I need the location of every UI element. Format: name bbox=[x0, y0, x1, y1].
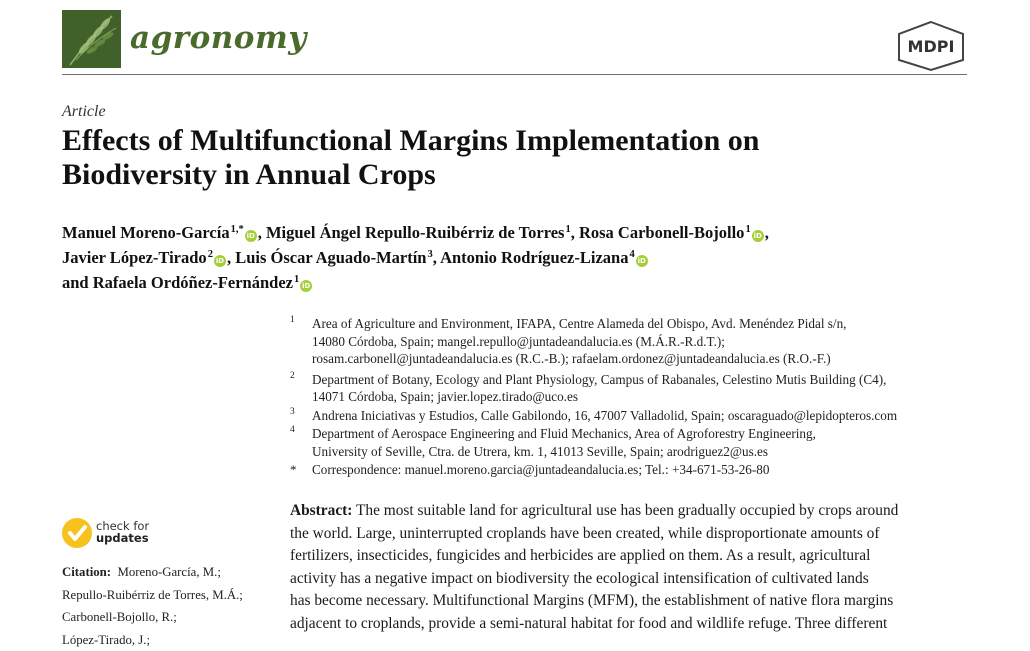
affiliation-marker: 4 bbox=[290, 425, 295, 435]
publisher-name: MDPI bbox=[907, 37, 955, 56]
citation-text: Moreno-García, M.; bbox=[117, 565, 221, 579]
affiliation-line: Department of Aerospace Engineering and Fluid Mechanics, Area of Agroforestry Engineering, bbox=[312, 426, 816, 441]
author-sup: 1 bbox=[293, 274, 300, 285]
author-sup: 2 bbox=[207, 249, 213, 260]
abstract-line: has become necessary. Multifunctional Margins (MFM), the establishment of native flora margins bbox=[290, 592, 894, 610]
citation-block bbox=[62, 561, 262, 651]
affiliation-3 bbox=[290, 407, 980, 425]
check-updates-text bbox=[96, 520, 149, 544]
affiliation-marker: 1 bbox=[290, 315, 295, 325]
author-sup: 3 bbox=[427, 249, 433, 260]
abstract-line: activity has a negative impact on biodiversity the ecological intensification of cultivated lands bbox=[290, 569, 869, 587]
check-updates-line1: check for bbox=[96, 519, 150, 533]
affiliations bbox=[290, 315, 980, 479]
abstract bbox=[290, 500, 967, 636]
publisher-logo bbox=[895, 20, 967, 72]
abstract-line bbox=[290, 500, 967, 523]
author-name[interactable]: Miguel Ángel Repullo-Ruibérriz de Torres bbox=[265, 223, 565, 242]
abstract-line: fertilizers, insecticides, fungicides and herbicides are applied on them. As a result, agricultural bbox=[290, 547, 871, 565]
affiliation-line: Department of Botany, Ecology and Plant Physiology, Campus of Rabanales, Celestino Mutis Building (C4), bbox=[312, 371, 887, 387]
citation-line bbox=[62, 561, 262, 584]
author-name[interactable]: Rosa Carbonell-Bojollo bbox=[578, 223, 745, 242]
author-name[interactable]: Luis Óscar Aguado-Martín bbox=[235, 248, 427, 267]
article-type: Article bbox=[62, 103, 106, 120]
correspondence bbox=[290, 461, 980, 479]
orcid-icon[interactable]: iD bbox=[246, 232, 255, 240]
affiliation-1 bbox=[290, 315, 980, 368]
orcid-icon[interactable]: iD bbox=[302, 282, 311, 290]
affiliation-line: University of Seville, Ctra. de Utrera, km. 1, 41013 Seville, Spain; arodriguez2@us.es bbox=[312, 443, 769, 459]
author-sup: 1 bbox=[745, 224, 751, 235]
affiliation-line: Andrena Iniciativas y Estudios, Calle Gabilondo, 16, 47007 Valladolid, Spain; oscaraguado@lepidopteros.com bbox=[312, 407, 898, 423]
citation-line: López-Tirado, J.; bbox=[62, 632, 151, 647]
author-name[interactable]: Manuel Moreno-García bbox=[62, 223, 230, 242]
check-updates-line2: updates bbox=[96, 531, 149, 545]
affiliation-4 bbox=[290, 425, 980, 460]
affiliation-line: 14080 Córdoba, Spain; mangel.repullo@juntadeandalucia.es (M.Á.R.-R.d.T.); bbox=[312, 333, 725, 349]
orcid-icon[interactable]: iD bbox=[637, 257, 646, 265]
citation-line: Carbonell-Bojollo, R.; bbox=[62, 610, 177, 625]
journal-logo bbox=[62, 10, 121, 68]
author-line bbox=[62, 269, 962, 294]
affiliation-line: Correspondence: manuel.moreno.garcia@juntadeandalucia.es; Tel.: +34-671-53-26-80 bbox=[312, 462, 770, 477]
check-for-updates-badge[interactable] bbox=[62, 516, 182, 550]
affiliation-marker: 3 bbox=[290, 406, 295, 417]
affiliation-marker: 2 bbox=[290, 370, 295, 381]
citation-label: Citation: bbox=[62, 565, 112, 579]
author-sup: 4 bbox=[629, 249, 635, 260]
wheat-icon bbox=[62, 10, 121, 68]
author-connector: and bbox=[62, 273, 89, 292]
header-rule bbox=[62, 74, 967, 75]
checkmark-icon bbox=[62, 518, 92, 548]
affiliation-marker: * bbox=[290, 462, 297, 477]
author-sup: 1,* bbox=[230, 224, 244, 235]
abstract-line: the world. Large, uninterrupted croplands have been created, while disproportionate amounts of bbox=[290, 524, 880, 542]
article-title bbox=[62, 124, 962, 192]
journal-header bbox=[62, 10, 967, 75]
author-line: Javier López-Tirado$^2$iD , Luis Óscar Aguado-Martín$^3$, Antonio Rodríguez-Lizana$^4$iD bbox=[62, 248, 646, 267]
abstract-label: Abstract: bbox=[290, 502, 353, 519]
author-name[interactable]: Rafaela Ordóñez-Fernández bbox=[92, 273, 293, 292]
abstract-line: adjacent to croplands, provide a semi-natural habitat for food and wildlife refuge. Three different bbox=[290, 614, 888, 632]
author-name[interactable]: Javier López-Tirado bbox=[62, 248, 207, 267]
affiliation-line: rosam.carbonell@juntadeandalucia.es (R.C.-B.); rafaelam.ordonez@juntadeandalucia.es (R.O.-F.) bbox=[312, 351, 831, 366]
abstract-text: The most suitable land for agricultural use has been gradually occupied by crops around bbox=[355, 502, 899, 519]
affiliation-line: 14071 Córdoba, Spain; javier.lopez.tirado@uco.es bbox=[312, 389, 578, 404]
affiliation-line: Area of Agriculture and Environment, IFAPA, Centre Alameda del Obispo, Avd. Menéndez Pidal s/n, bbox=[312, 316, 847, 331]
title-line: Effects of Multifunctional Margins Implementation on bbox=[62, 124, 760, 157]
orcid-icon[interactable]: iD bbox=[753, 232, 762, 240]
citation-line: Repullo-Ruibérriz de Torres, M.Á.; bbox=[62, 587, 243, 602]
author-line: Manuel Moreno-García$^{1,*}$iD , Miguel Ángel Repullo-Ruibérriz de Torres$^1$, Rosa Carbonell-Bojollo$^1$iD , bbox=[62, 223, 769, 242]
journal-name: agronomy bbox=[130, 20, 307, 56]
author-list bbox=[62, 219, 962, 294]
author-name[interactable]: Antonio Rodríguez-Lizana bbox=[440, 248, 629, 267]
title-line: Biodiversity in Annual Crops bbox=[62, 158, 436, 191]
orcid-icon[interactable]: iD bbox=[215, 257, 225, 265]
affiliation-2 bbox=[290, 371, 980, 406]
author-sup: 1 bbox=[565, 224, 571, 235]
